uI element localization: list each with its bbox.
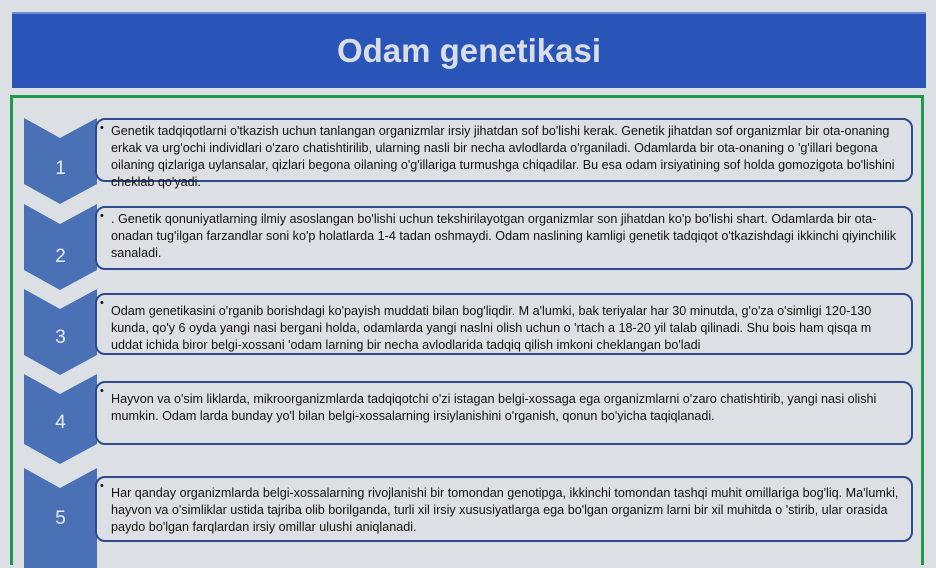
item-text: . Genetik qonuniyatlarning ilmiy asoslangan bo'lishi uchun tekshirilayotgan organizmlar son jihatdan ko'p bo'lishi shart. Odamlarda bir ota-onadan tug'ilgan farzandlar soni ko'p holatlarda 1-4 tadan oshmaydi. Odam naslining kamligi genetik tadqiqot o'tkazishdagi ikkinchi qiyinchilik sanaladi. xyxy=(111,212,896,260)
step-number: 5 xyxy=(55,508,66,529)
bullet-icon: • xyxy=(100,122,104,134)
item-box xyxy=(95,206,913,270)
step-number: 2 xyxy=(55,246,66,267)
item-box xyxy=(95,476,913,542)
title-banner xyxy=(12,12,926,88)
page-title: Odam genetikasi xyxy=(336,32,602,69)
item-box xyxy=(95,293,913,355)
item-text: Hayvon va o'sim liklarda, mikroorganizmlarda tadqiqotchi o'zi istagan belgi-xossaga ega organizmlarni o'zaro chatishtirib, yangi nasi olishi mumkin. Odam larda bunday yo'l bilan belgi-xossalarning irsiylanishini o'rganish, qonun bo'yicha taqiqlanadi. xyxy=(111,392,877,423)
item-text: Odam genetikasini o'rganib borishdagi ko'payish muddati bilan bog'liqdir. M a'lumki, bak teriyalar har 30 minutda, g'o'za o'simligi 120-130 kunda, qo'y 6 oyda yangi nasi bergani holda, odamlarda yangi naslni olish uchun o 'rtach a 18-20 yil talab qilinadi. Shu bois ham qisqa m uddat ichida biror belgi-xossani 'odam larning bir necha avlodlarida tadqiq qilish imkoni cheklangan bo'ladi xyxy=(111,304,872,352)
bullet-icon: • xyxy=(100,385,104,397)
bullet-icon: • xyxy=(100,297,104,309)
item-text: Genetik tadqiqotlarni o'tkazish uchun tanlangan organizmlar irsiy jihatdan sof bo'lishi kerak. Genetik jihatdan sof organizmlar bir ota-onaning erkak va urg'ochi individlari o'zaro chatishtirilib, ularning nasli bir necha avlodlarda o'rganiladi. Odamlarda bir ota-onaning o 'g'illari begona oilaning qizlariga uylansalar, qizlari begona oilaning o'g'illariga turmushga chiqadilar. Bu esa odam irsiyatining sof holda gomozigota bo'lishini cheklab qo'yadi. xyxy=(111,124,895,189)
step-number: 1 xyxy=(55,158,66,179)
item-box xyxy=(95,381,913,445)
bullet-icon: • xyxy=(100,210,104,222)
item-text: Har qanday organizmlarda belgi-xossalarning rivojlanishi bir tomondan genotipga, ikkinchi tomondan tashqi muhit omillariga bog'liq. Ma'lumki, hayvon va o'simliklar ustida tajriba olib borilganda, turli xil irsiy xususiyatlarga ega bo'lgan organizm larni bir xil muhitda o 'stirib, ular orasida paydo bo'lgan farqlardan irsiy omillar ulushi aniqlanadi. xyxy=(111,486,899,534)
item-box xyxy=(95,118,913,189)
step-number: 4 xyxy=(55,412,66,433)
bullet-icon: • xyxy=(100,480,104,492)
step-number: 3 xyxy=(55,327,66,348)
